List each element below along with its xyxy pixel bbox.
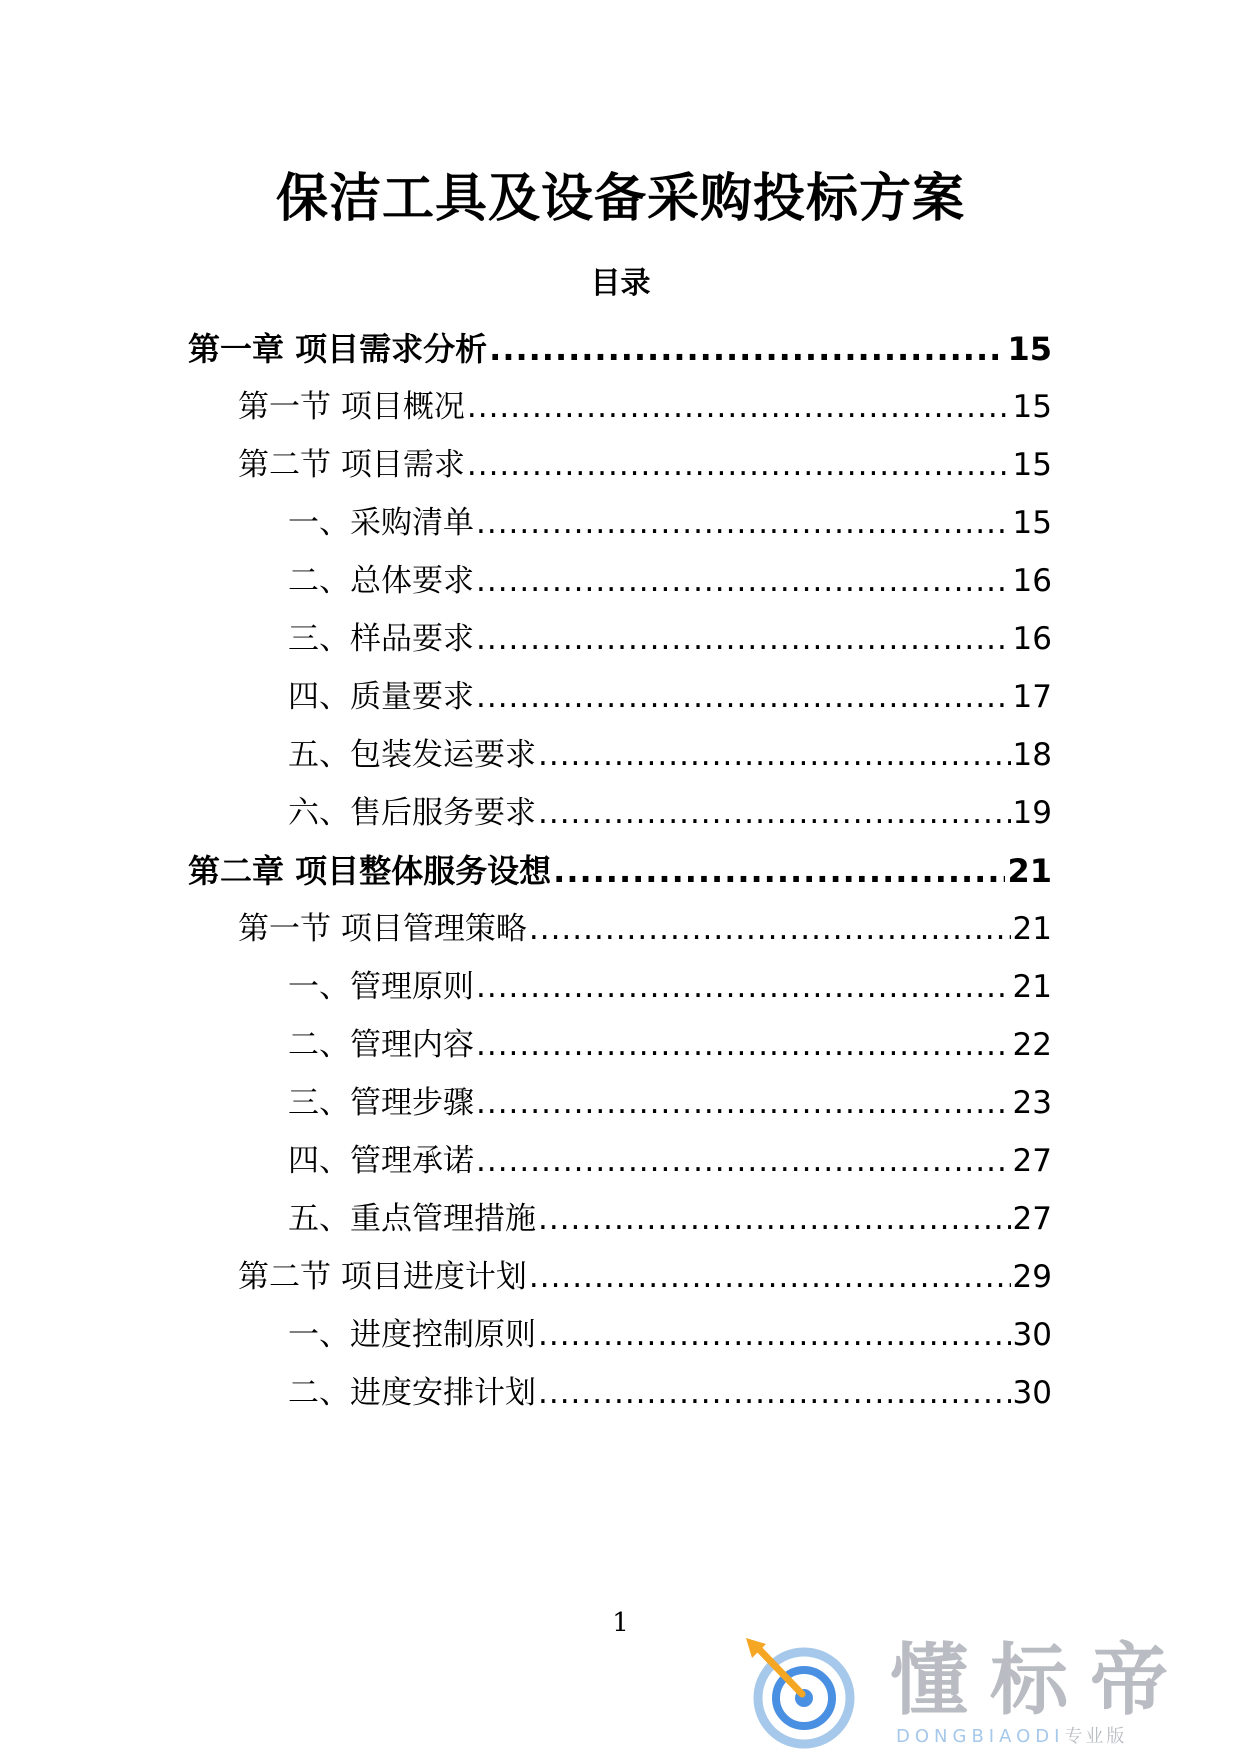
toc-entry-label: 四、管理承诺 xyxy=(288,1143,474,1179)
toc-entry-page: 21 xyxy=(1007,852,1052,890)
toc-entry-label: 第二节 项目需求 xyxy=(238,447,465,483)
dot-leader xyxy=(538,1312,1011,1358)
toc-entry-page: 17 xyxy=(1012,679,1052,715)
toc-entry-label: 第一章 项目需求分析 xyxy=(188,330,488,368)
dot-leader xyxy=(538,1370,1011,1416)
toc-entry[interactable] xyxy=(288,1312,1052,1358)
toc-entry-page: 16 xyxy=(1012,563,1052,599)
toc-entry[interactable] xyxy=(288,964,1052,1010)
toc-entry-page: 15 xyxy=(1012,389,1052,425)
toc-entry[interactable] xyxy=(238,1254,1052,1300)
watermark-pinyin: DONGBIAODI xyxy=(896,1726,1065,1747)
toc-entry[interactable] xyxy=(238,906,1052,952)
toc-entry[interactable] xyxy=(288,790,1052,836)
toc-entry[interactable] xyxy=(238,384,1052,430)
dot-leader xyxy=(476,1138,1011,1184)
toc-entry[interactable] xyxy=(288,1370,1052,1416)
toc-entry-page: 16 xyxy=(1012,621,1052,657)
dot-leader xyxy=(489,326,1005,372)
toc-entry[interactable] xyxy=(288,674,1052,720)
toc-entry-page: 22 xyxy=(1012,1027,1052,1063)
dot-leader xyxy=(476,558,1011,604)
toc-entry-label: 第二节 项目进度计划 xyxy=(238,1259,527,1295)
dot-leader xyxy=(476,964,1011,1010)
dot-leader xyxy=(538,790,1011,836)
toc-entry-label: 六、售后服务要求 xyxy=(288,795,536,831)
toc-entry-label: 五、重点管理措施 xyxy=(288,1201,536,1237)
dot-leader xyxy=(529,906,1011,952)
toc-entry[interactable] xyxy=(188,326,1052,372)
toc-entry-label: 二、总体要求 xyxy=(288,563,474,599)
toc-entry-label: 二、管理内容 xyxy=(288,1027,474,1063)
dot-leader xyxy=(476,1022,1011,1068)
toc-entry-page: 15 xyxy=(1012,447,1052,483)
toc-entry-page: 18 xyxy=(1012,737,1052,773)
toc-entry-label: 四、质量要求 xyxy=(288,679,474,715)
toc-entry[interactable] xyxy=(288,732,1052,778)
toc-heading: 目录 xyxy=(590,266,651,301)
toc-entry-page: 27 xyxy=(1012,1201,1052,1237)
watermark xyxy=(740,1634,1240,1754)
dot-leader xyxy=(467,384,1011,430)
watermark-edition: 专业版 xyxy=(1064,1726,1128,1747)
toc-entry-label: 一、采购清单 xyxy=(288,505,474,541)
toc-entry-page: 29 xyxy=(1012,1259,1052,1295)
toc-entry[interactable] xyxy=(288,616,1052,662)
toc-entry-page: 30 xyxy=(1012,1317,1052,1353)
toc-entry[interactable] xyxy=(288,1022,1052,1068)
dot-leader xyxy=(538,1196,1011,1242)
dot-leader xyxy=(529,1254,1011,1300)
toc-entry-page: 21 xyxy=(1012,911,1052,947)
toc-entry-label: 二、进度安排计划 xyxy=(288,1375,536,1411)
toc-entry-page: 15 xyxy=(1007,330,1052,368)
toc-entry[interactable] xyxy=(188,848,1052,894)
dot-leader xyxy=(476,500,1011,546)
toc-entry-page: 21 xyxy=(1012,969,1052,1005)
toc-entry-label: 三、管理步骤 xyxy=(288,1085,474,1121)
toc-entry-label: 第二章 项目整体服务设想 xyxy=(188,852,552,890)
target-arrow-icon xyxy=(740,1634,865,1754)
watermark-subtitle xyxy=(896,1728,1127,1746)
toc-entry-page: 19 xyxy=(1012,795,1052,831)
watermark-brand: 懂标帝 xyxy=(890,1636,1191,1726)
toc-entry-label: 三、样品要求 xyxy=(288,621,474,657)
dot-leader xyxy=(538,732,1011,778)
dot-leader xyxy=(553,848,1005,894)
toc-entry[interactable] xyxy=(288,1080,1052,1126)
toc-entry[interactable] xyxy=(238,442,1052,488)
dot-leader xyxy=(467,442,1011,488)
toc-entry[interactable] xyxy=(288,558,1052,604)
toc-entry-page: 15 xyxy=(1012,505,1052,541)
toc-entry-page: 23 xyxy=(1012,1085,1052,1121)
dot-leader xyxy=(476,674,1011,720)
toc-entry[interactable] xyxy=(288,1138,1052,1184)
toc-entry-page: 27 xyxy=(1012,1143,1052,1179)
toc-entry-label: 第一节 项目概况 xyxy=(238,389,465,425)
toc-entry-label: 第一节 项目管理策略 xyxy=(238,911,527,947)
toc-entry-label: 一、进度控制原则 xyxy=(288,1317,536,1353)
toc-entry-page: 30 xyxy=(1012,1375,1052,1411)
toc-entry-label: 五、包装发运要求 xyxy=(288,737,536,773)
document-title: 保洁工具及设备采购投标方案 xyxy=(275,169,965,229)
page-number: 1 xyxy=(612,1608,629,1638)
dot-leader xyxy=(476,616,1011,662)
toc-entry-label: 一、管理原则 xyxy=(288,969,474,1005)
dot-leader xyxy=(476,1080,1011,1126)
toc-entry[interactable] xyxy=(288,1196,1052,1242)
toc-entry[interactable] xyxy=(288,500,1052,546)
